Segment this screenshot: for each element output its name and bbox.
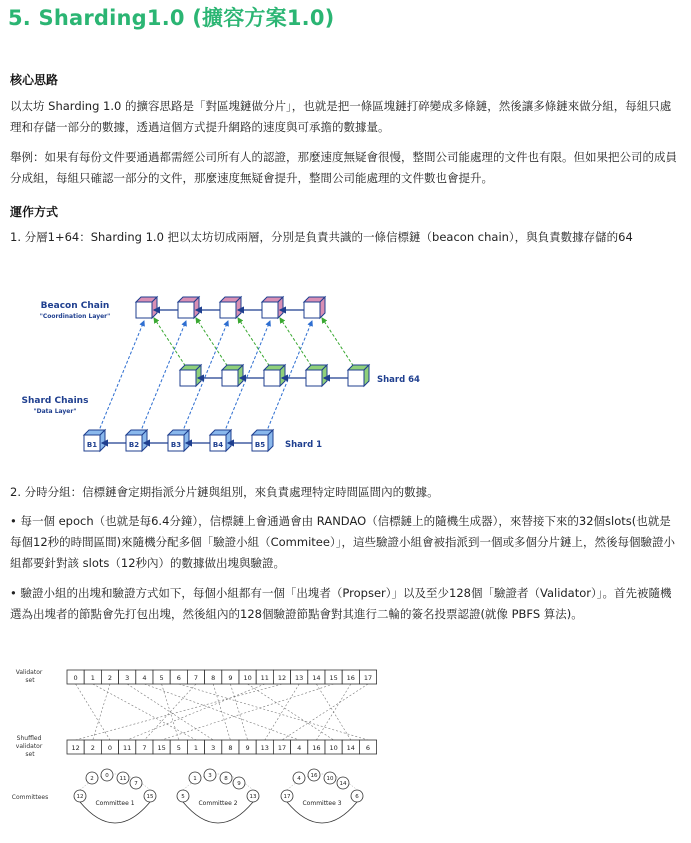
committee-member-label: 6 (355, 794, 359, 801)
shuffle-line (282, 684, 368, 740)
shuffle-line (76, 684, 110, 740)
shard64-block (222, 365, 243, 386)
shuffled-value: 1 (193, 744, 199, 752)
shuffle-line (127, 684, 265, 740)
shuffled-value: 3 (211, 744, 216, 752)
validator-value: 4 (142, 674, 147, 682)
validator-value: 5 (159, 674, 164, 682)
validator-value: 0 (73, 674, 78, 682)
shuffled-value: 2 (90, 744, 95, 752)
shard64-label: Shard 64 (377, 375, 420, 385)
block-label: B5 (254, 441, 266, 449)
shard64-block (306, 365, 327, 386)
shard64-block (264, 365, 285, 386)
shuffle-line (248, 684, 334, 740)
validator-shuffle-diagram (8, 662, 388, 837)
shuffled-value: 14 (346, 744, 355, 752)
shard64-block (180, 365, 201, 386)
shuffle-line (213, 684, 230, 740)
validator-set-row (67, 670, 377, 684)
committee-member-label: 12 (76, 794, 84, 801)
committees-label: Committees (11, 794, 49, 801)
shuffled-value: 10 (329, 744, 338, 752)
committee-name: Committee 1 (95, 800, 135, 807)
heading-core-idea: 核心思路 (10, 73, 59, 87)
shuffle-line (162, 684, 179, 740)
block-label: B2 (128, 441, 140, 449)
validator-value: 13 (295, 674, 304, 682)
beacon-block (304, 297, 325, 318)
committee-groups (74, 769, 363, 823)
validator-value: 6 (176, 674, 181, 682)
shuffle-line (76, 684, 282, 740)
shuffled-value: 6 (365, 744, 371, 752)
committee-member-label: 3 (208, 773, 212, 780)
committee-member-label: 8 (224, 776, 228, 783)
shard-chains-label: Shard Chains (21, 396, 89, 406)
shuffled-value: 13 (260, 744, 269, 752)
validator-value: 16 (346, 674, 355, 682)
validator-value: 9 (228, 674, 233, 682)
committee (281, 769, 363, 823)
shuffled-value: 11 (123, 744, 132, 752)
committee-member-label: 2 (90, 776, 94, 783)
shard1-blocks (87, 441, 265, 449)
shuffle-line (162, 684, 334, 740)
shard1-label: Shard 1 (285, 440, 323, 450)
shard64-block (348, 365, 369, 386)
committee-member-label: 11 (119, 776, 127, 783)
shuffled-value: 4 (297, 744, 302, 752)
shard-chains-sublabel: "Data Layer" (33, 408, 77, 415)
block-label: B3 (170, 441, 182, 449)
shuffled-value: 5 (176, 744, 181, 752)
paragraph-committee-process: • 驗證小組的出塊和驗證方式如下，每個小組都有一個「出塊者（Propser）」以及至少128個「驗證者（Validator）」。首先被隨機選為出塊者的節點會先打包出塊，然後組內的128個驗證節點會對其進行二輪的簽名投票認證(就像 PBFS 算法)。 (10, 586, 672, 621)
beacon-chain-label: Beacon Chain (40, 301, 110, 311)
validator-value: 3 (125, 674, 130, 682)
shuffled-set-row (67, 740, 377, 754)
committee-name: Committee 3 (302, 800, 342, 807)
validator-value: 17 (363, 674, 373, 682)
paragraph-epoch: • 每一個 epoch（也就是每6.4分鐘），信標鏈上會通過會由 RANDAO（信標鏈上的隨機生成器），來替接下來的32個slots(也就是每個12秒的時間區間)來隨機分配多個「驗證小組（Commitee）」，這些驗證小組會被指派到一個或多個分片鏈上，然後每個驗證小組都要針對該 slots（12秒內）的數據做出塊與驗證。 (10, 514, 675, 570)
committee-member-label: 15 (146, 794, 154, 801)
validator-set-label: Validator set (15, 669, 43, 684)
validator-value: 11 (260, 674, 269, 682)
validator-value: 15 (329, 674, 338, 682)
committee-member-label: 4 (297, 776, 301, 783)
committee-member-label: 16 (310, 773, 318, 780)
committee-member-label: 1 (193, 776, 197, 783)
shuffled-value: 17 (277, 744, 287, 752)
beacon-block (136, 297, 157, 318)
committee-member-label: 5 (181, 794, 185, 801)
committee-member-label: 7 (134, 781, 138, 788)
shuffle-line (230, 684, 247, 740)
validator-value: 2 (107, 674, 113, 682)
page-title: 5. Sharding1.0 (擴容方案1.0) (8, 6, 335, 30)
validator-value: 7 (193, 674, 199, 682)
paragraph-layering: 1. 分層1+64：Sharding 1.0 把以太坊切成兩層，分別是負責共識的一條信標鏈（beacon chain），與負責數據存儲的64 (10, 230, 633, 244)
shuffled-set-label: Shuffled validator set (15, 735, 43, 758)
validator-value: 8 (211, 674, 216, 682)
committee (177, 769, 259, 823)
committee-member-label: 10 (326, 776, 334, 783)
shuffled-value: 16 (312, 744, 321, 752)
beacon-block (178, 297, 199, 318)
validator-value: 14 (312, 674, 321, 682)
shuffled-value: 15 (157, 744, 166, 752)
beacon-block (262, 297, 283, 318)
paragraph-example: 舉例：如果有每份文件要通過都需經公司所有人的認證，那麼速度無疑會很慢，整間公司能處理的文件也有限。但如果把公司的成員分成組，每組只確認一部分的文件，那麼速度無疑會提升，整間公司能處理的文件數也會提升。 (10, 150, 677, 185)
shuffle-line (265, 684, 299, 740)
block-label: B4 (212, 441, 224, 449)
committee-member-label: 17 (283, 794, 291, 801)
sharding-layers-diagram (10, 285, 470, 460)
heading-operation: 運作方式 (10, 205, 59, 219)
beacon-chain-sublabel: "Coordination Layer" (39, 313, 111, 320)
shuffled-value: 0 (107, 744, 113, 752)
shuffled-value: 8 (228, 744, 233, 752)
shuffled-value: 12 (71, 744, 80, 752)
shuffle-line (179, 684, 368, 740)
shuffled-value: 7 (142, 744, 147, 752)
committee-member-label: 13 (249, 794, 257, 801)
paragraph-core-idea: 以太坊 Sharding 1.0 的擴容思路是「對區塊鏈做分片」，也就是把一條區塊鏈打碎變成多條鏈，然後讓多條鏈來做分組，每組只處理和存儲一部分的數據，透過這個方式提升網路的速度與可承擔的數據量。 (10, 99, 672, 134)
validator-value: 12 (277, 674, 287, 682)
committee (74, 769, 156, 823)
block-label: B1 (86, 441, 98, 449)
committee-member-label: 14 (339, 781, 347, 788)
shuffled-value: 9 (245, 744, 250, 752)
beacon-block (220, 297, 241, 318)
shuffle-lines (76, 684, 368, 740)
shuffle-line (93, 684, 196, 740)
committee-member-label: 9 (237, 781, 241, 788)
validator-value: 1 (90, 674, 95, 682)
committee-name: Committee 2 (198, 800, 238, 807)
validator-value: 10 (243, 674, 252, 682)
committee-member-label: 0 (105, 773, 109, 780)
paragraph-time-grouping: 2. 分時分組：信標鏈會定期指派分片鏈與組別，來負責處理特定時間區間內的數據。 (10, 485, 439, 499)
